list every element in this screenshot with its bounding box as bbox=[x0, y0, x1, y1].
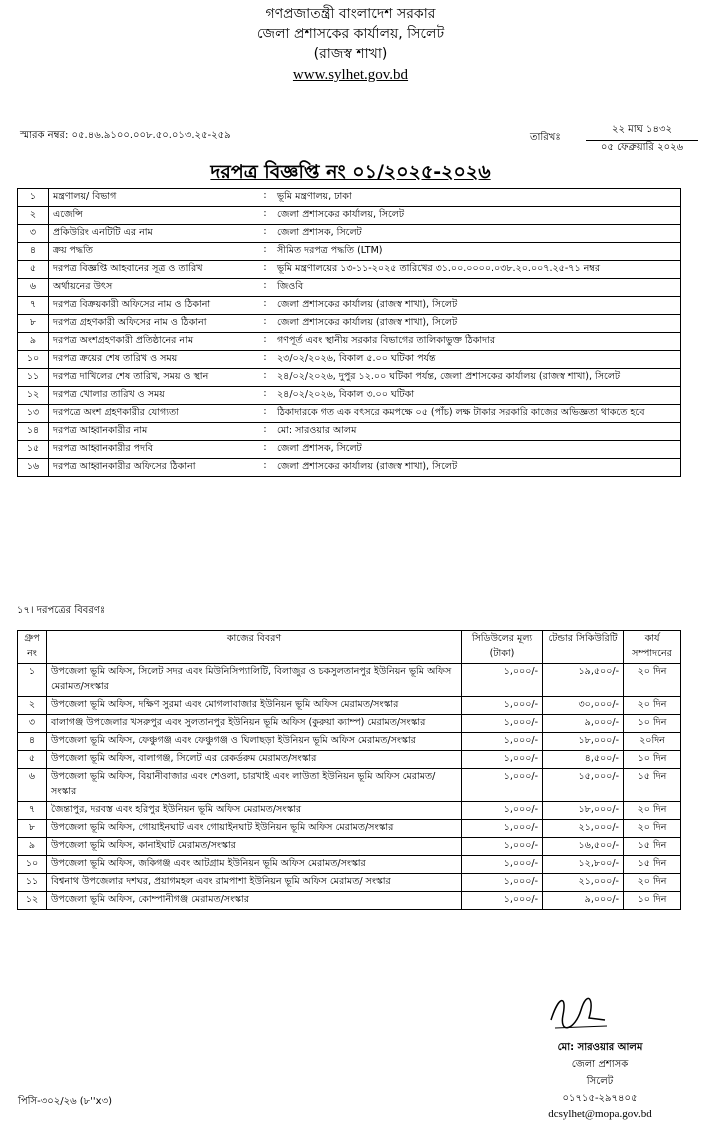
info-number: ১৩ bbox=[18, 405, 49, 423]
work-row bbox=[18, 838, 681, 856]
info-row bbox=[18, 351, 681, 369]
work-row bbox=[18, 874, 681, 892]
info-number: ১৫ bbox=[18, 441, 49, 459]
info-colon: : bbox=[257, 243, 273, 261]
info-row bbox=[18, 315, 681, 333]
info-row bbox=[18, 423, 681, 441]
signatory-name: মো: সারওয়ার আলম bbox=[557, 1042, 643, 1053]
work-duration: ২০ দিন bbox=[624, 664, 681, 697]
date-label: তারিখঃ bbox=[530, 132, 561, 143]
office-name: জেলা প্রশাসকের কার্যালয়, সিলেট bbox=[256, 26, 445, 42]
work-security: ২১,০০০/- bbox=[543, 874, 624, 892]
info-colon: : bbox=[257, 207, 273, 225]
work-row bbox=[18, 820, 681, 838]
section-17-heading: ১৭। দরপত্রের বিবরণঃ bbox=[17, 605, 106, 616]
memo-number: স্মারক নম্বর: ০৫.৪৬.৯১০০.০০৮.৫০.০১৩.২৫-২৫৯ bbox=[20, 130, 231, 141]
work-duration: ১০ দিন bbox=[624, 892, 681, 910]
col-description: কাজের বিবরণ bbox=[47, 631, 462, 664]
info-label: মন্ত্রণালয়/ বিভাগ bbox=[49, 189, 258, 207]
work-security: ৯,০০০/- bbox=[543, 715, 624, 733]
work-schedule-price: ১,০০০/- bbox=[462, 751, 543, 769]
info-label: ক্রয় পদ্ধতি bbox=[49, 243, 258, 261]
info-row bbox=[18, 189, 681, 207]
info-colon: : bbox=[257, 369, 273, 387]
work-group: ৯ bbox=[18, 838, 47, 856]
work-security: ১৫,০০০/- bbox=[543, 769, 624, 802]
work-row bbox=[18, 769, 681, 802]
work-group: ৫ bbox=[18, 751, 47, 769]
work-row bbox=[18, 892, 681, 910]
work-group: ২ bbox=[18, 697, 47, 715]
work-duration: ১৫ দিন bbox=[624, 838, 681, 856]
info-row bbox=[18, 207, 681, 225]
info-label: দরপত্র গ্রহণকারী অফিসের নাম ও ঠিকানা bbox=[49, 315, 258, 333]
info-label: দরপত্র অংশগ্রহণকারী প্রতিষ্ঠানের নাম bbox=[49, 333, 258, 351]
work-security: ১৬,৫০০/- bbox=[543, 838, 624, 856]
info-value: জেলা প্রশাসকের কার্যালয়, সিলেট bbox=[273, 207, 681, 225]
work-security: ১৯,৫০০/- bbox=[543, 664, 624, 697]
work-schedule-price: ১,০০০/- bbox=[462, 856, 543, 874]
work-schedule-price: ১,০০০/- bbox=[462, 838, 543, 856]
info-label: এজেন্সি bbox=[49, 207, 258, 225]
info-colon: : bbox=[257, 315, 273, 333]
work-description: উপজেলা ভূমি অফিস, গোয়াইনঘাট এবং গোয়াইনঘাট ইউনিয়ন ভূমি অফিস মেরামত/সংস্কার bbox=[47, 820, 462, 838]
notice-title bbox=[0, 158, 701, 190]
work-description: জৈন্তাপুর, দরবস্ত এবং হরিপুর ইউনিয়ন ভূমি অফিস মেরামত/সংস্কার bbox=[47, 802, 462, 820]
info-colon: : bbox=[257, 261, 273, 279]
work-schedule-price: ১,০০০/- bbox=[462, 697, 543, 715]
work-group: ৮ bbox=[18, 820, 47, 838]
info-colon: : bbox=[257, 351, 273, 369]
info-colon: : bbox=[257, 405, 273, 423]
info-number: ৮ bbox=[18, 315, 49, 333]
info-row bbox=[18, 297, 681, 315]
info-row bbox=[18, 225, 681, 243]
info-colon: : bbox=[257, 459, 273, 477]
info-value: ভূমি মন্ত্রণালয়ের ১৩-১১-২০২৫ তারিখের ৩১.০০.০০০০.০৩৮.২০.০০৭.২৫-৭১ নম্বর bbox=[273, 261, 681, 279]
work-description: বালাগঞ্জ উপজেলার খসরুপুর এবং সুলতানপুর ইউনিয়ন ভূমি অফিস (কুরুয়া ক্যাম্প) মেরামত/সংস্কার bbox=[47, 715, 462, 733]
work-description: উপজেলা ভূমি অফিস, বালাগঞ্জ, সিলেট এর রেকর্ডরুম মেরামত/সংস্কার bbox=[47, 751, 462, 769]
info-value: ২৪/০২/২০২৬, বিকাল ৩.০০ ঘটিকা bbox=[273, 387, 681, 405]
info-value: জেলা প্রশাসকের কার্যালয় (রাজস্ব শাখা), সিলেট bbox=[273, 297, 681, 315]
info-row bbox=[18, 261, 681, 279]
tender-info-table bbox=[17, 188, 681, 477]
info-label: দরপত্র খোলার তারিখ ও সময় bbox=[49, 387, 258, 405]
signatory-phone: ০১৭১৫-২৯৭৪০৫ bbox=[562, 1093, 638, 1104]
info-colon: : bbox=[257, 441, 273, 459]
col-schedule-price: সিডিউলের মূল্য (টাকা) bbox=[462, 631, 543, 664]
work-duration: ২০ দিন bbox=[624, 874, 681, 892]
info-value: ঠিকাদারকে গত এক বৎসরে কমপক্ষে ০৫ (পাঁচ) লক্ষ টাকার সরকারি কাজের অভিজ্ঞতা থাকতে হবে bbox=[273, 405, 681, 423]
work-row bbox=[18, 802, 681, 820]
info-number: ৭ bbox=[18, 297, 49, 315]
info-value: ২৪/০২/২০২৬, দুপুর ১২.০০ ঘটিকা পর্যন্ত, জেলা প্রশাসকের কার্যালয় (রাজস্ব শাখা), সিলেট bbox=[273, 369, 681, 387]
info-label: দরপত্র আহ্বানকারীর নাম bbox=[49, 423, 258, 441]
work-duration: ২০ দিন bbox=[624, 697, 681, 715]
work-group: ৬ bbox=[18, 769, 47, 802]
info-colon: : bbox=[257, 279, 273, 297]
info-number: ১২ bbox=[18, 387, 49, 405]
info-value: ভূমি মন্ত্রণালয়, ঢাকা bbox=[273, 189, 681, 207]
info-number: ১ bbox=[18, 189, 49, 207]
work-security: ২১,০০০/- bbox=[543, 820, 624, 838]
info-label: দরপত্র ক্রয়ের শেষ তারিখ ও সময় bbox=[49, 351, 258, 369]
print-code: পিসি-৩০২/২৬ (৮''x৩) bbox=[18, 1096, 112, 1107]
work-group: ১০ bbox=[18, 856, 47, 874]
signature-block bbox=[500, 1040, 700, 1120]
info-label: প্রকিউরিং এনটিটি এর নাম bbox=[49, 225, 258, 243]
info-number: ৬ bbox=[18, 279, 49, 297]
info-number: ৯ bbox=[18, 333, 49, 351]
work-group: ১ bbox=[18, 664, 47, 697]
work-schedule-price: ১,০০০/- bbox=[462, 664, 543, 697]
info-value: জেলা প্রশাসক, সিলেট bbox=[273, 441, 681, 459]
info-colon: : bbox=[257, 225, 273, 243]
work-row bbox=[18, 697, 681, 715]
work-group: ১১ bbox=[18, 874, 47, 892]
work-description: উপজেলা ভূমি অফিস, জকিগঞ্জ এবং আটগ্রাম ইউনিয়ন ভূমি অফিস মেরামত/সংস্কার bbox=[47, 856, 462, 874]
work-row bbox=[18, 664, 681, 697]
info-number: ৪ bbox=[18, 243, 49, 261]
info-value: জিওবি bbox=[273, 279, 681, 297]
work-row bbox=[18, 856, 681, 874]
info-label: অর্থায়নের উৎস bbox=[49, 279, 258, 297]
work-group: ৩ bbox=[18, 715, 47, 733]
col-tender-security: টেন্ডার সিকিউরিটি bbox=[543, 631, 624, 664]
work-group: ১২ bbox=[18, 892, 47, 910]
work-security: ১৮,০০০/- bbox=[543, 802, 624, 820]
works-table bbox=[17, 630, 681, 910]
work-duration: ২০ দিন bbox=[624, 820, 681, 838]
work-row bbox=[18, 733, 681, 751]
website-link[interactable]: www.sylhet.gov.bd bbox=[292, 67, 409, 83]
signature-mark bbox=[545, 990, 615, 1035]
info-row bbox=[18, 441, 681, 459]
work-schedule-price: ১,০০০/- bbox=[462, 769, 543, 802]
info-value: জেলা প্রশাসক, সিলেট bbox=[273, 225, 681, 243]
date-english: ০৫ ফেব্রুয়ারি ২০২৬ bbox=[600, 142, 684, 153]
work-description: উপজেলা ভূমি অফিস, ফেঞ্চুগঞ্জ এবং ফেঞ্চুগঞ্জ ও ঘিলাছড়া ইউনিয়ন ভূমি অফিস মেরামত/সংস্কার bbox=[47, 733, 462, 751]
info-value: সীমিত দরপত্র পদ্ধতি (LTM) bbox=[273, 243, 681, 261]
date-bangla: ২২ মাঘ ১৪৩২ bbox=[586, 122, 698, 141]
info-label: দরপত্র বিজ্ঞপ্তি আহবানের সূত্র ও তারিখ bbox=[49, 261, 258, 279]
work-description: উপজেলা ভূমি অফিস, কানাইঘাট মেরামত/সংস্কার bbox=[47, 838, 462, 856]
info-label: দরপত্র বিক্রয়কারী অফিসের নাম ও ঠিকানা bbox=[49, 297, 258, 315]
work-security: ৩০,০০০/- bbox=[543, 697, 624, 715]
work-duration: ১৫ দিন bbox=[624, 856, 681, 874]
signatory-place: সিলেট bbox=[586, 1076, 614, 1087]
work-duration: ১৫ দিন bbox=[624, 769, 681, 802]
work-description: বিশ্বনাথ উপজেলার দশঘর, প্রয়াগমহল এবং রামপাশা ইউনিয়ন ভূমি অফিস মেরামত/ সংস্কার bbox=[47, 874, 462, 892]
info-value: গণপূর্ত এবং স্থানীয় সরকার বিভাগের তালিকাভুক্ত ঠিকাদার bbox=[273, 333, 681, 351]
info-row bbox=[18, 333, 681, 351]
work-description: উপজেলা ভূমি অফিস, দক্ষিণ সুরমা এবং মোগলাবাজার ইউনিয়ন ভূমি অফিস মেরামত/সংস্কার bbox=[47, 697, 462, 715]
info-row bbox=[18, 459, 681, 477]
col-group: গ্রুপ নং bbox=[18, 631, 47, 664]
work-description: উপজেলা ভূমি অফিস, কোম্পানীগঞ্জ মেরামত/সংস্কার bbox=[47, 892, 462, 910]
work-security: ৯,০০০/- bbox=[543, 892, 624, 910]
work-row bbox=[18, 751, 681, 769]
info-label: দরপত্রে অংশ গ্রহণকারীর যোগ্যতা bbox=[49, 405, 258, 423]
info-colon: : bbox=[257, 189, 273, 207]
work-schedule-price: ১,০০০/- bbox=[462, 715, 543, 733]
work-description: উপজেলা ভূমি অফিস, সিলেট সদর এবং মিউনিসিপ্যালিটি, বিলাজুর ও চকসুলতানপুর ইউনিয়ন ভূমি অফিস মেরামত/সংস্কার bbox=[47, 664, 462, 697]
info-number: ১৬ bbox=[18, 459, 49, 477]
info-number: ১০ bbox=[18, 351, 49, 369]
work-duration: ১০ দিন bbox=[624, 715, 681, 733]
info-value: জেলা প্রশাসকের কার্যালয় (রাজস্ব শাখা), সিলেট bbox=[273, 315, 681, 333]
work-duration: ১০ দিন bbox=[624, 751, 681, 769]
info-row bbox=[18, 387, 681, 405]
work-duration: ২০দিন bbox=[624, 733, 681, 751]
info-number: ১১ bbox=[18, 369, 49, 387]
info-row bbox=[18, 405, 681, 423]
info-number: ৫ bbox=[18, 261, 49, 279]
info-row bbox=[18, 243, 681, 261]
work-security: ১২,৮০০/- bbox=[543, 856, 624, 874]
work-description: উপজেলা ভূমি অফিস, বিয়ানীবাজার এবং শেওলা, চারখাই এবং লাউতা ইউনিয়ন ভূমি অফিস মেরামত/সংস্কার bbox=[47, 769, 462, 802]
info-label: দরপত্র দাখিলের শেষ তারিখ, সময় ও স্থান bbox=[49, 369, 258, 387]
info-label: দরপত্র আহ্বানকারীর অফিসের ঠিকানা bbox=[49, 459, 258, 477]
info-value: জেলা প্রশাসকের কার্যালয় (রাজস্ব শাখা), সিলেট bbox=[273, 459, 681, 477]
signatory-designation: জেলা প্রশাসক bbox=[571, 1059, 629, 1070]
branch-name: (রাজস্ব শাখা) bbox=[313, 46, 388, 62]
info-label: দরপত্র আহ্বানকারীর পদবি bbox=[49, 441, 258, 459]
work-group: ৪ bbox=[18, 733, 47, 751]
info-row bbox=[18, 279, 681, 297]
work-security: ১৮,০০০/- bbox=[543, 733, 624, 751]
work-schedule-price: ১,০০০/- bbox=[462, 820, 543, 838]
work-security: ৪,৫০০/- bbox=[543, 751, 624, 769]
signatory-email[interactable]: dcsylhet@mopa.gov.bd bbox=[548, 1108, 652, 1120]
col-duration: কার্য সম্পাদনের bbox=[624, 631, 681, 664]
info-colon: : bbox=[257, 423, 273, 441]
notice-title-text: দরপত্র বিজ্ঞপ্তি নং ০১/২০২৫-২০২৬ bbox=[210, 161, 491, 183]
letterhead bbox=[0, 4, 701, 86]
work-schedule-price: ১,০০০/- bbox=[462, 733, 543, 751]
works-header-row bbox=[18, 631, 681, 664]
info-value: মো: সারওয়ার আলম bbox=[273, 423, 681, 441]
info-number: ৩ bbox=[18, 225, 49, 243]
info-colon: : bbox=[257, 297, 273, 315]
work-group: ৭ bbox=[18, 802, 47, 820]
info-value: ২৩/০২/২০২৬, বিকাল ৫.০০ ঘটিকা পর্যন্ত bbox=[273, 351, 681, 369]
work-schedule-price: ১,০০০/- bbox=[462, 874, 543, 892]
info-row bbox=[18, 369, 681, 387]
info-colon: : bbox=[257, 333, 273, 351]
info-colon: : bbox=[257, 387, 273, 405]
work-duration: ২০ দিন bbox=[624, 802, 681, 820]
info-number: ১৪ bbox=[18, 423, 49, 441]
govt-name: গণপ্রজাতন্ত্রী বাংলাদেশ সরকার bbox=[265, 6, 436, 22]
work-schedule-price: ১,০০০/- bbox=[462, 802, 543, 820]
work-row bbox=[18, 715, 681, 733]
info-number: ২ bbox=[18, 207, 49, 225]
work-schedule-price: ১,০০০/- bbox=[462, 892, 543, 910]
